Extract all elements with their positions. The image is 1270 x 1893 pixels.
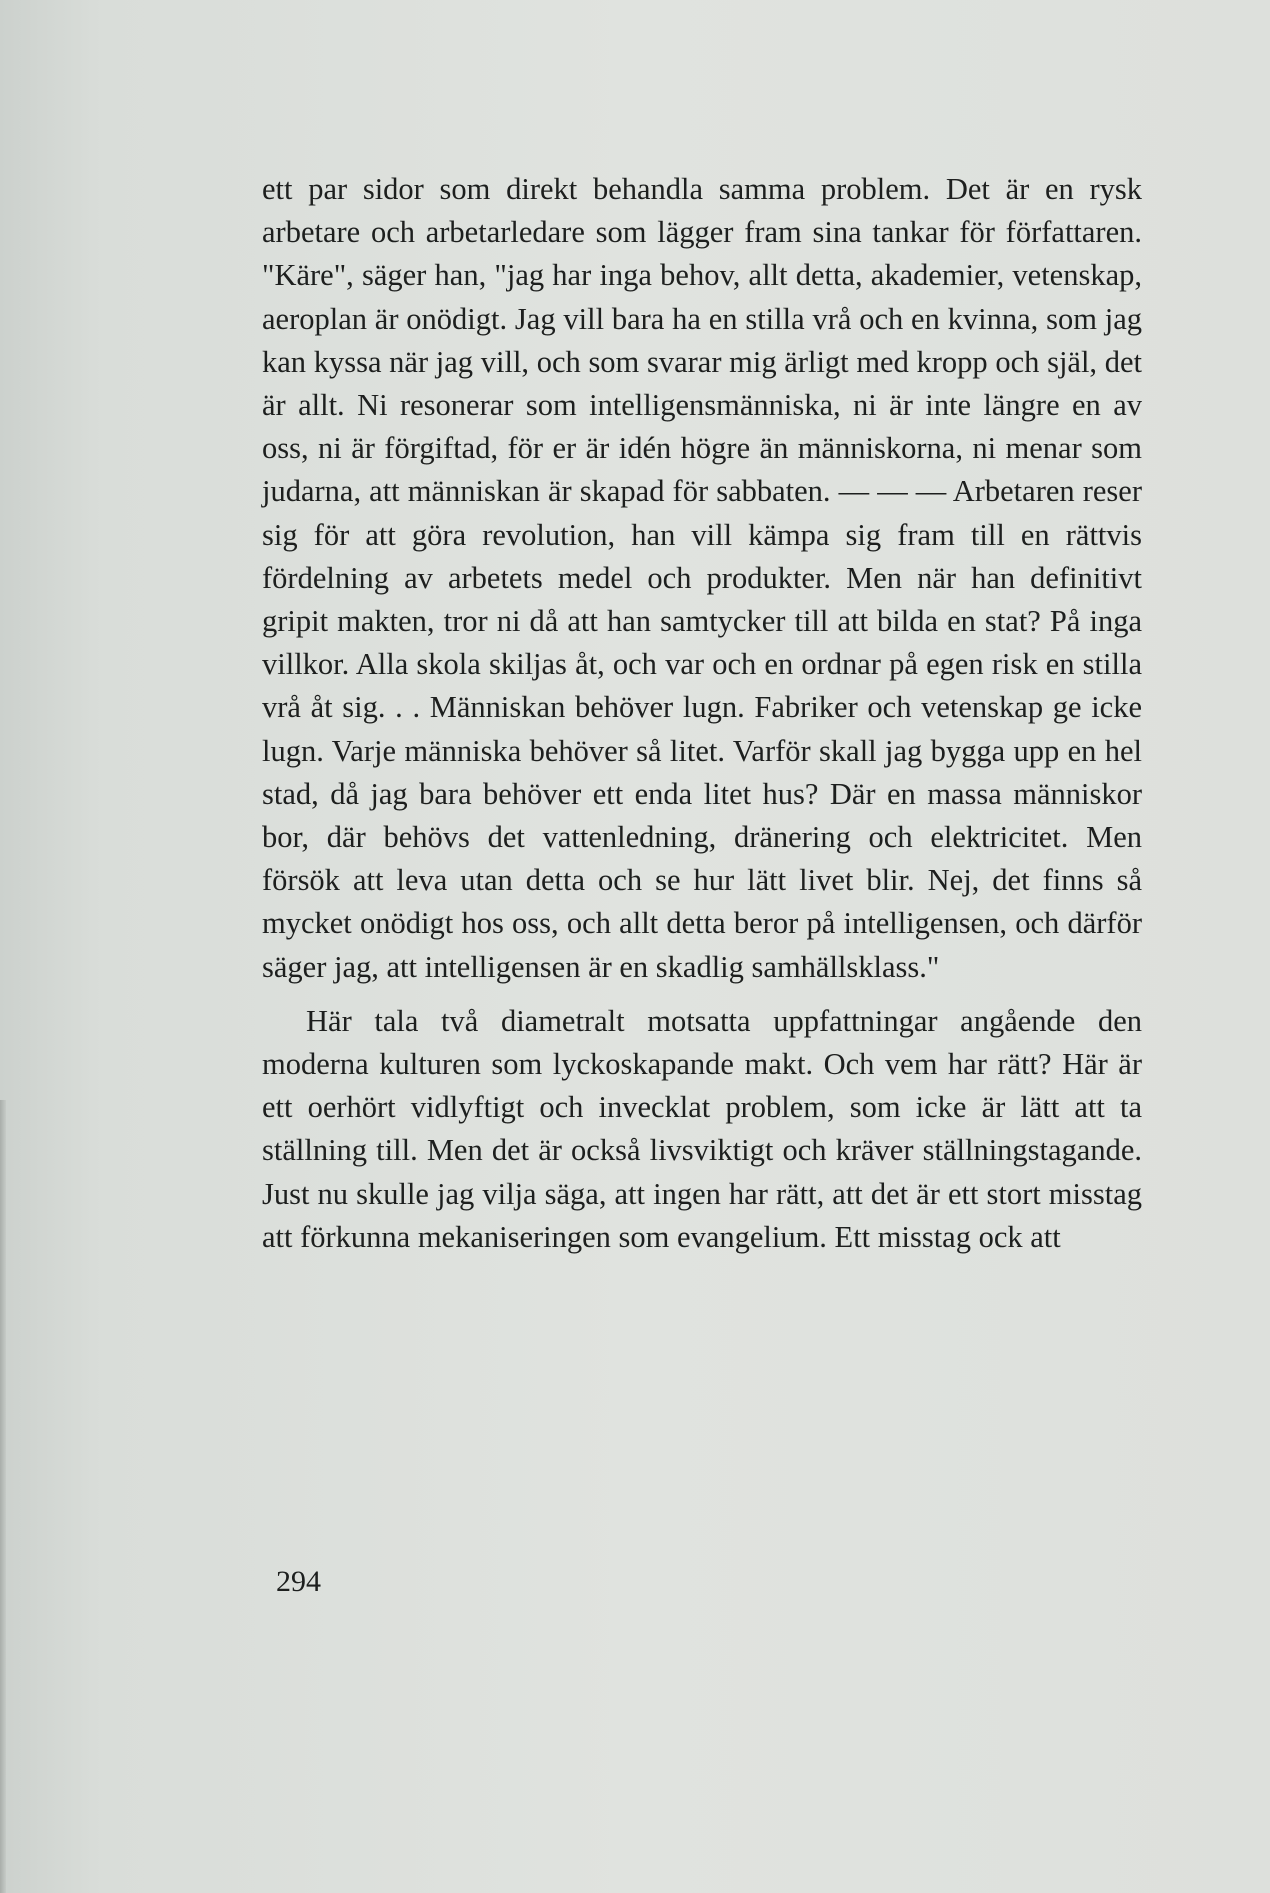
paragraph: ett par sidor som direkt behandla samma problem. Det är en rysk arbetare och arbetarledare som lägger fram sina tankar för författaren. "Käre", säger han, "jag har inga behov, allt detta, akademier, vetenskap, aeroplan är onödigt. Jag vill bara ha en stilla vrå och en kvinna, som jag kan kyssa när jag vill, och som svarar mig ärligt med kropp och själ, det är allt. Ni resonerar som intelligensmänniska, ni är inte längre en av oss, ni är förgiftad, för er är idén högre än människorna, ni menar som judarna, att människan är skapad för sabbaten. — — — Arbetaren reser sig för att göra revolution, han vill kämpa sig fram till en rättvis fördelning av arbetets medel och produkter. Men när han definitivt gripit makten, tror ni då att han samtycker till att bilda en stat? På inga villkor. Alla skola skiljas åt, och var och en ordnar på egen risk en stilla vrå åt sig. . . Människan behöver lugn. Fabriker och vetenskap ge icke lugn. Varje människa behöver så litet. Varför skall jag bygga upp en hel stad, då jag bara behöver ett enda litet hus? Där en massa människor bor, där behövs det vattenledning, dränering och elektricitet. Men försök att leva utan detta och se hur lätt livet blir. Nej, det finns så mycket onödigt hos oss, och allt detta beror på intelligensen, och därför säger jag, att intelligensen är en skadlig samhällsklass." [262, 172, 1142, 984]
page-edge-shadow [0, 1100, 6, 1893]
page-number: 294 [276, 1565, 321, 1598]
body-text [262, 168, 1142, 1259]
paragraph: Här tala två diametralt motsatta uppfattningar angående den moderna kulturen som lyckoskapande makt. Och vem har rätt? Här är ett oerhört vidlyftigt och invecklat problem, som icke är lätt att ta ställning till. Men det är också livsviktigt och kräver ställningstagande. Just nu skulle jag vilja säga, att ingen har rätt, att det är ett stort misstag att förkunna mekaniseringen som evangelium. Ett misstag ock att [262, 1003, 1142, 1254]
